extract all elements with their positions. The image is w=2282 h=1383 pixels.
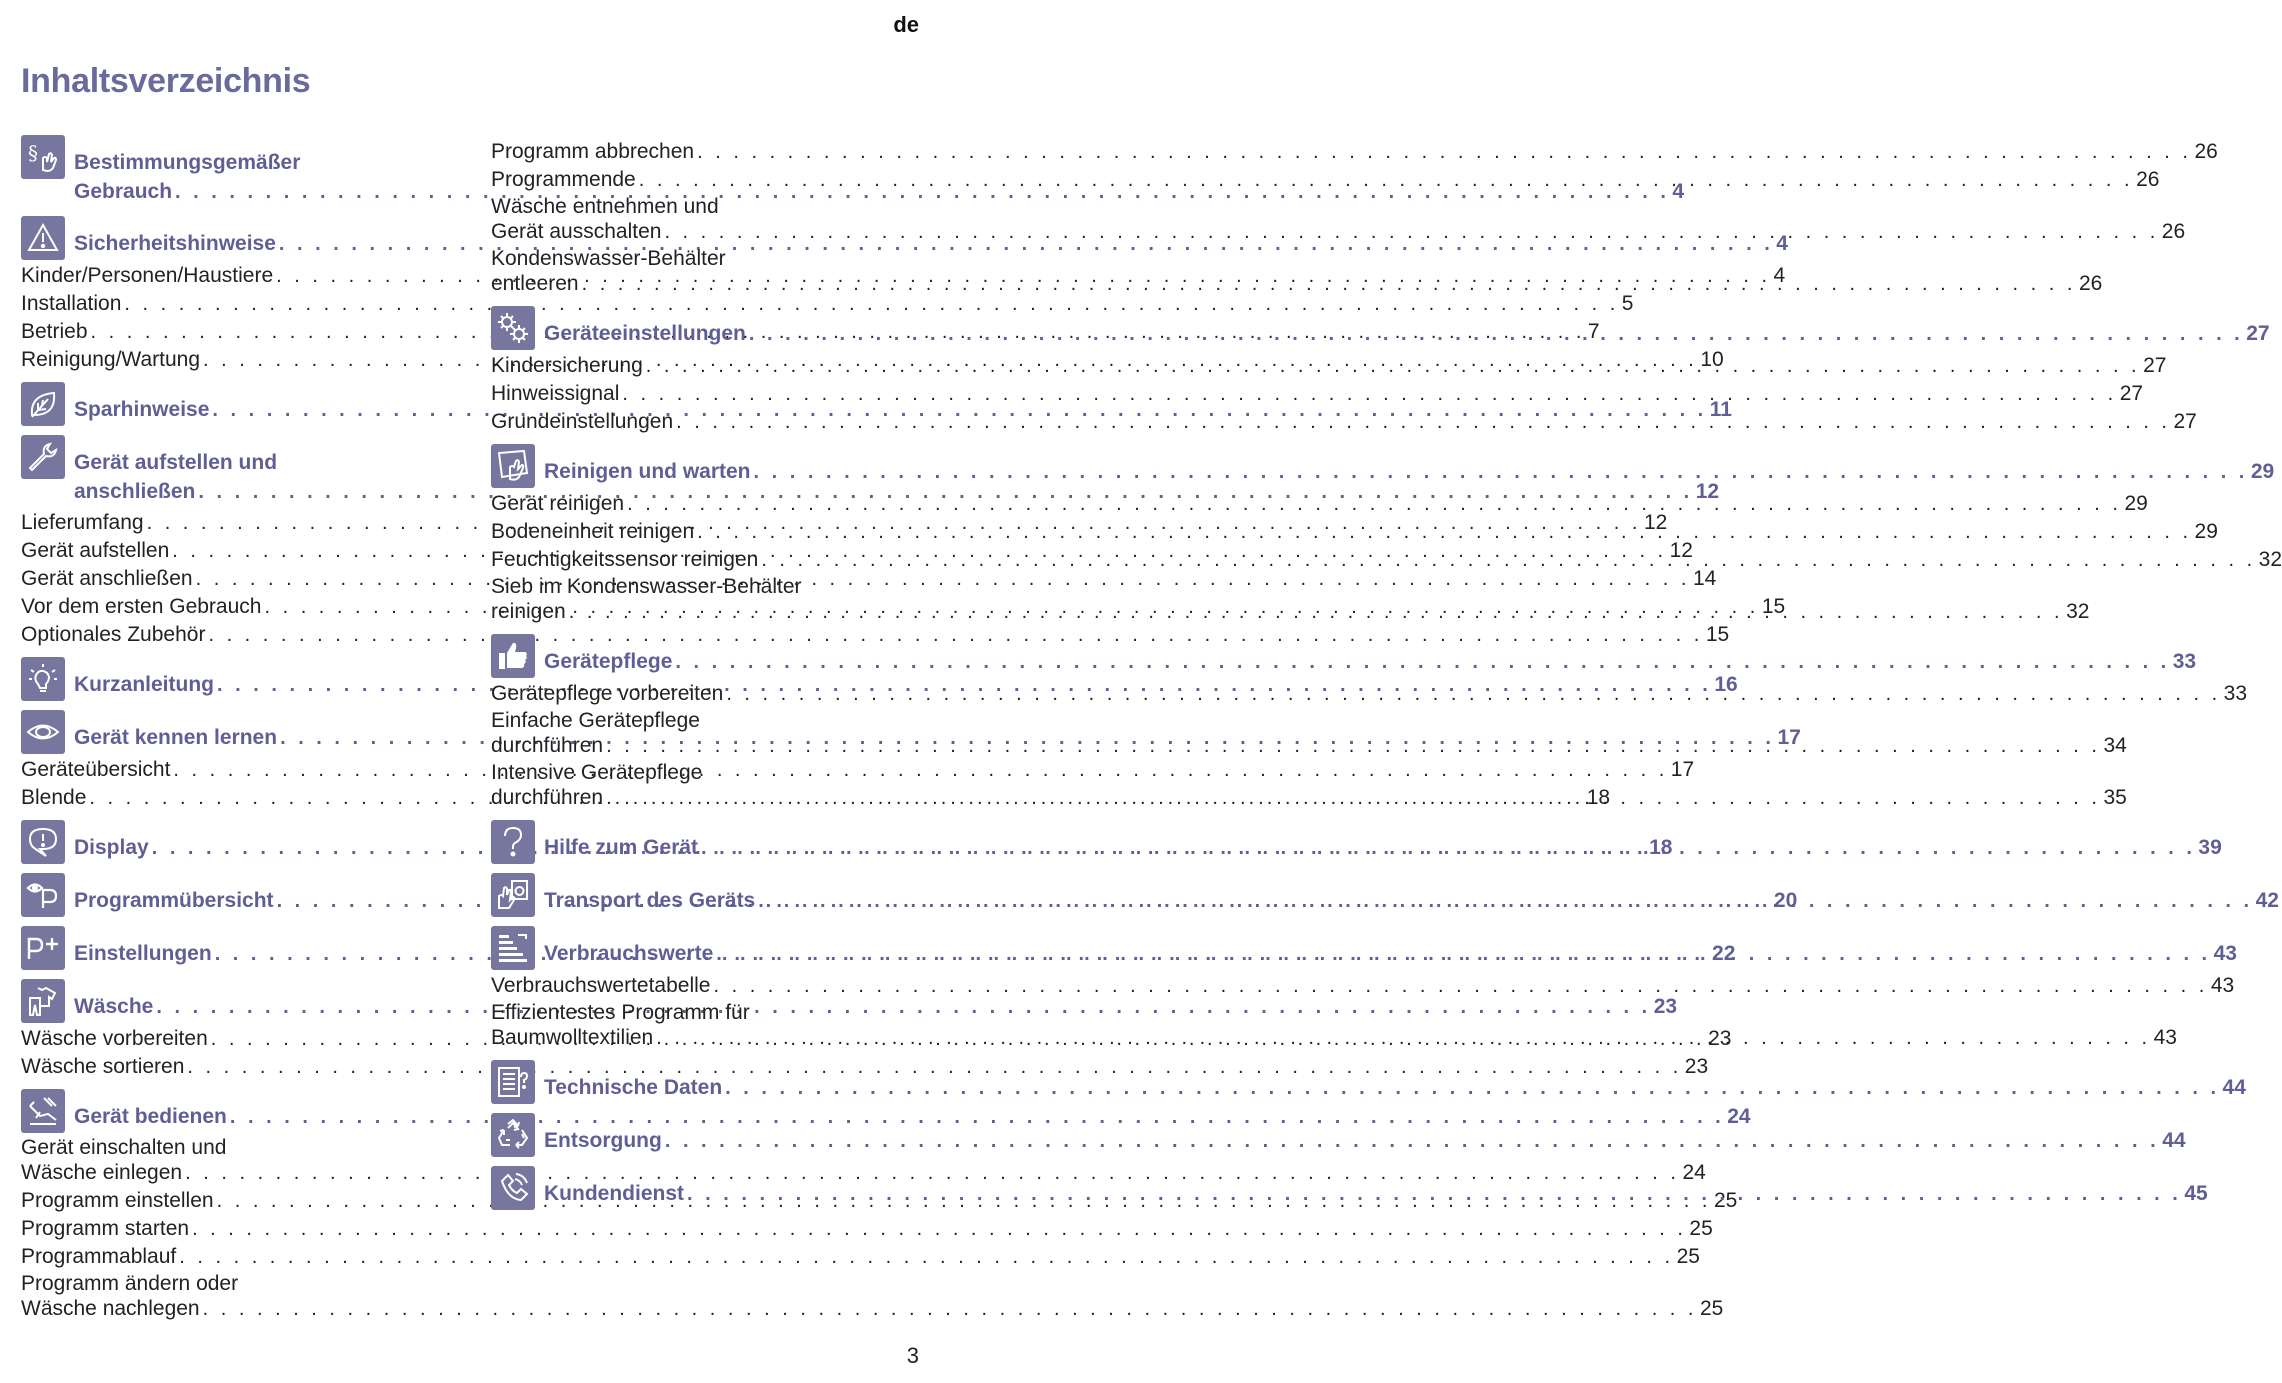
paragraph-hand-icon [21,135,65,179]
section-page: 45 [2184,1182,2208,1205]
leader-dots [179,1244,1673,1270]
leader-dots [646,353,2140,379]
entry-page: 4 [1773,264,1786,287]
leader-dots [726,681,2220,707]
section-title: Gebrauch [74,180,173,203]
entry-page: 27 [2143,354,2167,377]
p-plus-icon [21,926,65,970]
entry-label: Gerät anschließen [21,567,193,590]
entry-label: Geräteübersicht [21,758,171,781]
question-icon [491,820,535,864]
entry-page: 26 [2078,272,2103,295]
toc-entry[interactable] [491,973,2235,999]
leader-dots [203,1296,1697,1322]
section-title: anschließen [74,480,196,503]
language-code: de [893,12,919,37]
entry-label: Wäsche vorbereiten [21,1027,208,1050]
section-page: 16 [1714,673,1738,696]
toc-entry[interactable] [21,1244,1700,1270]
entry-label-line1: Einfache Gerätepflege [491,709,700,732]
leader-dots [761,547,2255,573]
leader-dots [192,1216,1686,1242]
leader-dots [656,1025,2150,1051]
entry-page: 7 [1587,320,1600,343]
laundry-icon [21,979,65,1023]
section-page: 23 [1653,995,1678,1018]
entry-page: 27 [2119,382,2144,405]
entry-page: 24 [1682,1161,1706,1184]
entry-page: 5 [1621,292,1634,315]
consumption-bars-icon [491,926,535,970]
entry-label-line1: Effizientestes Programm für [491,1001,750,1024]
toc-entry[interactable] [21,622,1730,648]
toc-entry[interactable] [21,1216,1713,1242]
entry-page: 25 [1699,1297,1724,1320]
leader-dots [569,599,2063,625]
leader-dots [754,458,2248,487]
entry-page: 26 [2161,220,2186,243]
leaf-icon [21,382,65,426]
gears-icon [491,306,535,350]
section-title: Kurzanleitung [74,673,214,696]
entry-label-line1: Wäsche entnehmen und [491,195,719,218]
entry-label: Wäsche sortieren [21,1055,185,1078]
entry-label: Programmablauf [21,1245,177,1268]
section-title-line1: Gerät aufstellen und [74,451,278,474]
section-page: 4 [1776,232,1788,255]
entry-page: 17 [1670,758,1695,781]
leader-dots [716,940,2210,969]
transport-hand-icon [491,873,535,917]
entry-label: Wäsche einlegen [21,1161,183,1184]
entry-label: Hinweissignal [491,382,620,405]
section-title: Wäsche [74,995,154,1018]
leader-dots [606,733,2100,759]
entry-label: Programm einstellen [21,1189,214,1212]
entry-label-line1: Kondenswasser-Behälter [491,247,726,270]
section-page: 24 [1727,1105,1751,1128]
section-title: Kundendienst [544,1182,684,1205]
section-page: 44 [2222,1076,2246,1099]
section-page: 20 [1773,889,1798,912]
entry-label: entleeren [491,272,579,295]
entry-label: Gerät aufstellen [21,539,170,562]
section-title: Reinigen und warten [544,460,751,483]
section-page: 4 [1672,180,1685,203]
entry-page: 12 [1643,511,1668,534]
leader-dots [665,1127,2159,1156]
toc-entry[interactable] [21,1272,1724,1322]
section-page: 12 [1695,480,1720,503]
leader-dots [627,491,2121,517]
entry-page: 23 [1708,1027,1732,1050]
toc-section-geraetepflege[interactable] [491,635,2197,678]
section-page: 29 [2250,460,2275,483]
section-page: 39 [2198,836,2222,859]
leader-dots [697,139,2191,165]
program-overview-icon [21,873,65,917]
leader-dots [606,785,2100,811]
section-title: Sicherheitshinweise [74,232,276,255]
entry-label: Gerät ausschalten [491,220,662,243]
entry-page: 15 [1705,623,1730,646]
wrench-icon [21,435,65,479]
section-title-line1: Bestimmungsgemäßer [74,151,301,174]
section-title: Display [74,836,149,859]
entry-page: 25 [1689,1217,1713,1240]
toc-entry[interactable] [491,247,2103,297]
leader-dots [697,519,2191,545]
speech-bubble-icon [21,820,65,864]
entry-label-line1: Programm ändern oder [21,1272,239,1295]
leader-dots [701,834,2195,863]
entry-page: 14 [1692,567,1717,590]
entry-label: Gerät reinigen [491,492,625,515]
section-title: Technische Daten [544,1076,723,1099]
entry-label: Programm starten [21,1217,190,1240]
section-title: Sparhinweise [74,398,210,421]
entry-label: Verbrauchswertetabelle [491,974,711,997]
leader-dots [582,271,2076,297]
leader-dots [675,648,2169,677]
leader-dots [749,320,2243,349]
section-title: Transport des Geräts [544,889,756,912]
section-page: 17 [1777,726,1801,749]
tech-data-icon [491,1060,535,1104]
entry-page: 26 [2194,140,2218,163]
entry-label: Gerätepflege vorbereiten [491,682,724,705]
section-page: 11 [1709,398,1732,421]
toc-section-geraeteeinstellungen[interactable] [491,307,2270,350]
section-title: Gerät kennen lernen [74,726,278,749]
leader-dots [622,381,2116,407]
phone-icon [491,1166,535,1210]
recycle-icon [491,1113,535,1157]
entry-page: 25 [1676,1245,1700,1268]
leader-dots [639,167,2133,193]
toc-entry[interactable] [21,1054,1709,1080]
section-title: Einstellungen [74,942,212,965]
entry-label-line1: Sieb im Kondenswasser-Behälter [491,575,802,598]
entry-page: 10 [1700,348,1724,371]
entry-label: Reinigung/Wartung [21,348,200,371]
entry-label: Programm abbrechen [491,140,695,163]
cloth-hand-icon [491,444,535,488]
section-page: 42 [2255,889,2279,912]
entry-label: Kindersicherung [491,354,643,377]
entry-label: Blende [21,786,87,809]
leader-dots [713,973,2207,999]
section-page: 18 [1649,836,1673,859]
section-title: Programmübersicht [74,889,274,912]
entry-page: 43 [2153,1026,2177,1049]
entry-label: Installation [21,292,122,315]
entry-label: durchführen [491,786,604,809]
entry-label: Wäsche nachlegen [21,1297,200,1320]
section-page: 43 [2213,942,2237,965]
entry-page: 12 [1669,539,1693,562]
entry-label: Baumwolltextilien [491,1026,654,1049]
entry-page: 23 [1684,1055,1709,1078]
entry-page: 26 [2136,168,2160,191]
eye-icon [21,710,65,754]
section-page: 33 [2172,650,2197,673]
section-title: Gerät bedienen [74,1105,227,1128]
entry-page: 34 [2103,734,2127,757]
entry-page: 29 [2194,520,2218,543]
leader-dots [664,219,2158,245]
entry-page: 27 [2173,410,2197,433]
entry-label-line1: Intensive Gerätepflege [491,761,703,784]
toc-section-reinigen-und-warten[interactable] [491,445,2275,488]
entry-label: Optionales Zubehör [21,623,206,646]
section-title: Verbrauchswerte [544,942,714,965]
entry-label: Vor dem ersten Gebrauch [21,595,262,618]
section-page: 22 [1712,942,1736,965]
section-page: 44 [2162,1129,2186,1152]
warning-triangle-icon [21,216,65,260]
entry-label: durchführen [491,734,604,757]
section-title: Gerätepflege [544,650,673,673]
entry-page: 32 [2258,548,2282,571]
svg-text:§: § [28,141,38,165]
toc-entry[interactable] [491,167,2160,193]
toc-entry[interactable] [491,139,2218,165]
toc-section-geraet-bedienen[interactable] [21,1090,1751,1133]
entry-label: Programmende [491,168,636,191]
page-title: Inhaltsverzeichnis [21,62,311,100]
hand-operate-icon [21,1089,65,1133]
toc-entry[interactable] [491,195,2186,245]
leader-dots [687,1180,2181,1209]
entry-page: 33 [2223,682,2248,705]
entry-page: 29 [2124,492,2148,515]
thumbs-up-icon [491,634,535,678]
section-title: Entsorgung [544,1129,662,1152]
lightbulb-icon [21,657,65,701]
section-title: Geräteeinstellungen [544,322,746,345]
entry-page: 43 [2210,974,2235,997]
leader-dots [725,1074,2219,1103]
page-number: 3 [906,1343,919,1368]
entry-label: Lieferumfang [21,511,144,534]
leader-dots [758,887,2252,916]
section-page: 27 [2246,322,2270,345]
entry-page: 18 [1586,786,1611,809]
toc-entry[interactable] [21,291,1634,317]
entry-label: Kinder/Personen/Haustiere [21,264,274,287]
entry-page: 35 [2103,786,2127,809]
entry-page: 25 [1713,1189,1738,1212]
leader-dots [173,757,1667,783]
entry-page: 15 [1761,595,1786,618]
leader-dots [676,409,2170,435]
entry-label: Grundeinstellungen [491,410,674,433]
entry-label: Bodeneinheit reinigen [491,520,695,543]
entry-label: Betrieb [21,320,88,343]
entry-page: 32 [2066,600,2090,623]
entry-label: reinigen [491,600,566,623]
entry-label-line1: Gerät einschalten und [21,1136,227,1159]
entry-label: Feuchtigkeitssensor reinigen [491,548,759,571]
toc-entry[interactable] [491,381,2144,407]
section-title: Hilfe zum Gerät [544,836,699,859]
